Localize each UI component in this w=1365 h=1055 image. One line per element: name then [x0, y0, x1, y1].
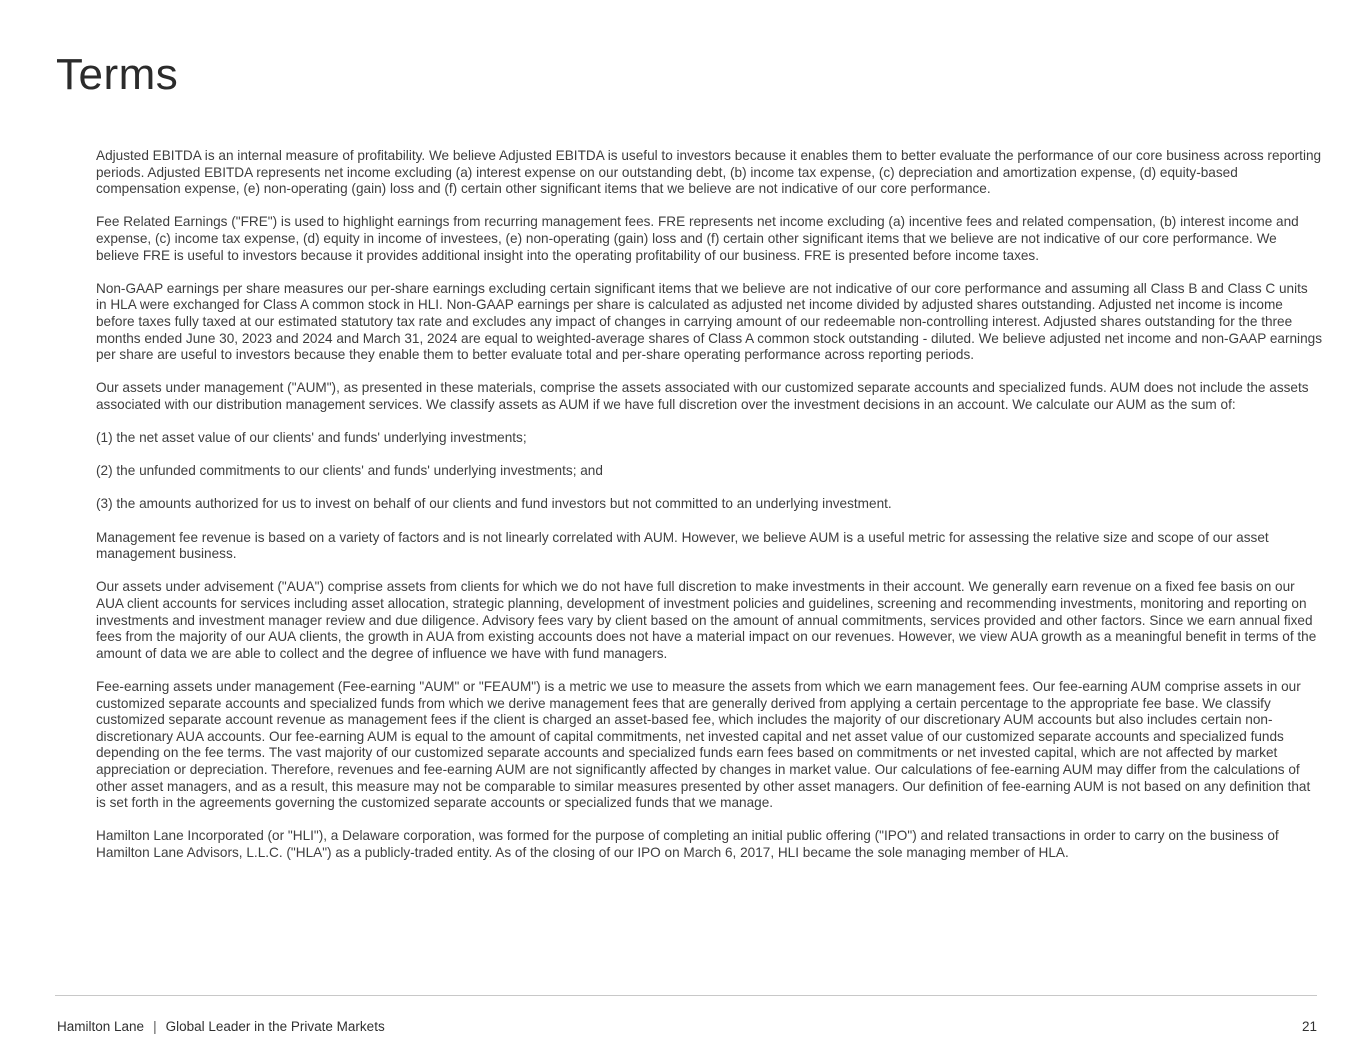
page-title: Terms [56, 50, 179, 99]
content-body [96, 148, 1322, 878]
footer-separator: | [153, 1019, 157, 1034]
paragraph-hli: Hamilton Lane Incorporated (or "HLI"), a Delaware corporation, was formed for the purpose of completing an initial public offering ("IPO") and related transactions in order to carry on the business of Hamilton Lane Advisors, L.L.C. ("HLA") as a publicly-traded entity. As of the closing of our IPO on March 6, 2017, HLI became the sole managing member of HLA. [96, 828, 1279, 860]
footer-tagline: Global Leader in the Private Markets [165, 1019, 385, 1034]
paragraph-feaum: Fee-earning assets under management (Fee-earning "AUM" or "FEAUM") is a metric we use to measure the assets from which we earn management fees. Our fee-earning AUM comprise assets in our customized separate accounts and specialized funds from which we derive management fees that are generally derived from applying a certain percentage to the appropriate fee base. We classify customized separate account revenue as management fees if the client is charged an asset-based fee, which includes the majority of our discretionary AUM accounts but also includes certain non-discretionary AUA accounts. Our fee-earning AUM is equal to the amount of capital commitments, net invested capital and net asset value of our customized separate accounts and specialized funds depending on the fee terms. The vast majority of our customized separate accounts and specialized funds earn fees based on commitments or net invested capital, which are not affected by market appreciation or depreciation. Therefore, revenues and fee-earning AUM are not significantly affected by changes in market value. Our calculations of fee-earning AUM may differ from the calculations of other asset managers, and as a result, this measure may not be comparable to similar measures presented by other asset managers. Our definition of fee-earning AUM is not based on any definition that is set forth in the agreements governing the customized separate accounts or specialized funds that we manage. [96, 679, 1311, 811]
footer-divider [55, 995, 1317, 996]
footer-brand [57, 1019, 385, 1034]
aum-list-item-1: (1) the net asset value of our clients' and funds' underlying investments; [96, 430, 527, 446]
paragraph-non-gaap-eps: Non-GAAP earnings per share measures our per-share earnings excluding certain significant items that we believe are not indicative of our core performance and assuming all Class B and Class C units in HLA were exchanged for Class A common stock in HLI. Non-GAAP earnings per share is calculated as adjusted net income divided by adjusted shares outstanding. Adjusted net income is income before taxes fully taxed at our estimated statutory tax rate and excludes any impact of changes in carrying amount of our redeemable non-controlling interest. Adjusted shares outstanding for the three months ended June 30, 2023 and 2024 and March 31, 2024 are equal to weighted-average shares of Class A common stock outstanding - diluted. We believe adjusted net income and non-GAAP earnings per share are useful to investors because they enable them to better evaluate total and per-share operating performance across reporting periods. [96, 280, 1322, 363]
footer-company-name: Hamilton Lane [57, 1019, 145, 1034]
paragraph-adjusted-ebitda: Adjusted EBITDA is an internal measure of profitability. We believe Adjusted EBITDA is useful to investors because it enables them to better evaluate the performance of our core business across reporting periods. Adjusted EBITDA represents net income excluding (a) interest expense on our outstanding debt, (b) income tax expense, (c) depreciation and amortization expense, (d) equity-based compensation expense, (e) non-operating (gain) loss and (f) certain other significant items that we believe are not indicative of our core performance. [96, 148, 1322, 197]
paragraph-fre: Fee Related Earnings ("FRE") is used to highlight earnings from recurring management fees. FRE represents net income excluding (a) incentive fees and related compensation, (b) interest income and expense, (c) income tax expense, (d) equity in income of investees, (e) non-operating (gain) loss and (f) certain other significant items that we believe are not indicative of our core performance. We believe FRE is useful to investors because it provides additional insight into the operating profitability of our business. FRE is presented before income taxes. [96, 214, 1299, 263]
page-number: 21 [1301, 1019, 1317, 1034]
aum-list-item-2: (2) the unfunded commitments to our clients' and funds' underlying investments; and [96, 463, 603, 479]
paragraph-management-fee-revenue: Management fee revenue is based on a variety of factors and is not linearly correlated with AUM. However, we believe AUM is a useful metric for assessing the relative size and scope of our asset management business. [96, 529, 1269, 562]
aum-list-item-3: (3) the amounts authorized for us to invest on behalf of our clients and fund investors but not committed to an underlying investment. [96, 496, 892, 512]
paragraph-aua: Our assets under advisement ("AUA") comprise assets from clients for which we do not have full discretion to make investments in their account. We generally earn revenue on a fixed fee basis on our AUA client accounts for services including asset allocation, strategic planning, development of investment policies and guidelines, screening and recommending investments, monitoring and reporting on investments and investment manager review and due diligence. Advisory fees vary by client based on the amount of annual commitments, services provided and other factors. Since we earn annual fixed fees from the majority of our AUA clients, the growth in AUA from existing accounts does not have a material impact on our revenues. However, we view AUA growth as a meaningful benefit in terms of the amount of data we are able to collect and the degree of influence we have with fund managers. [96, 579, 1317, 661]
paragraph-aum-definition: Our assets under management ("AUM"), as presented in these materials, comprise the assets associated with our customized separate accounts and specialized funds. AUM does not include the assets associated with our distribution management services. We classify assets as AUM if we have full discretion over the investment decisions in an account. We calculate our AUM as the sum of: [96, 380, 1309, 412]
footer [57, 1019, 1317, 1034]
